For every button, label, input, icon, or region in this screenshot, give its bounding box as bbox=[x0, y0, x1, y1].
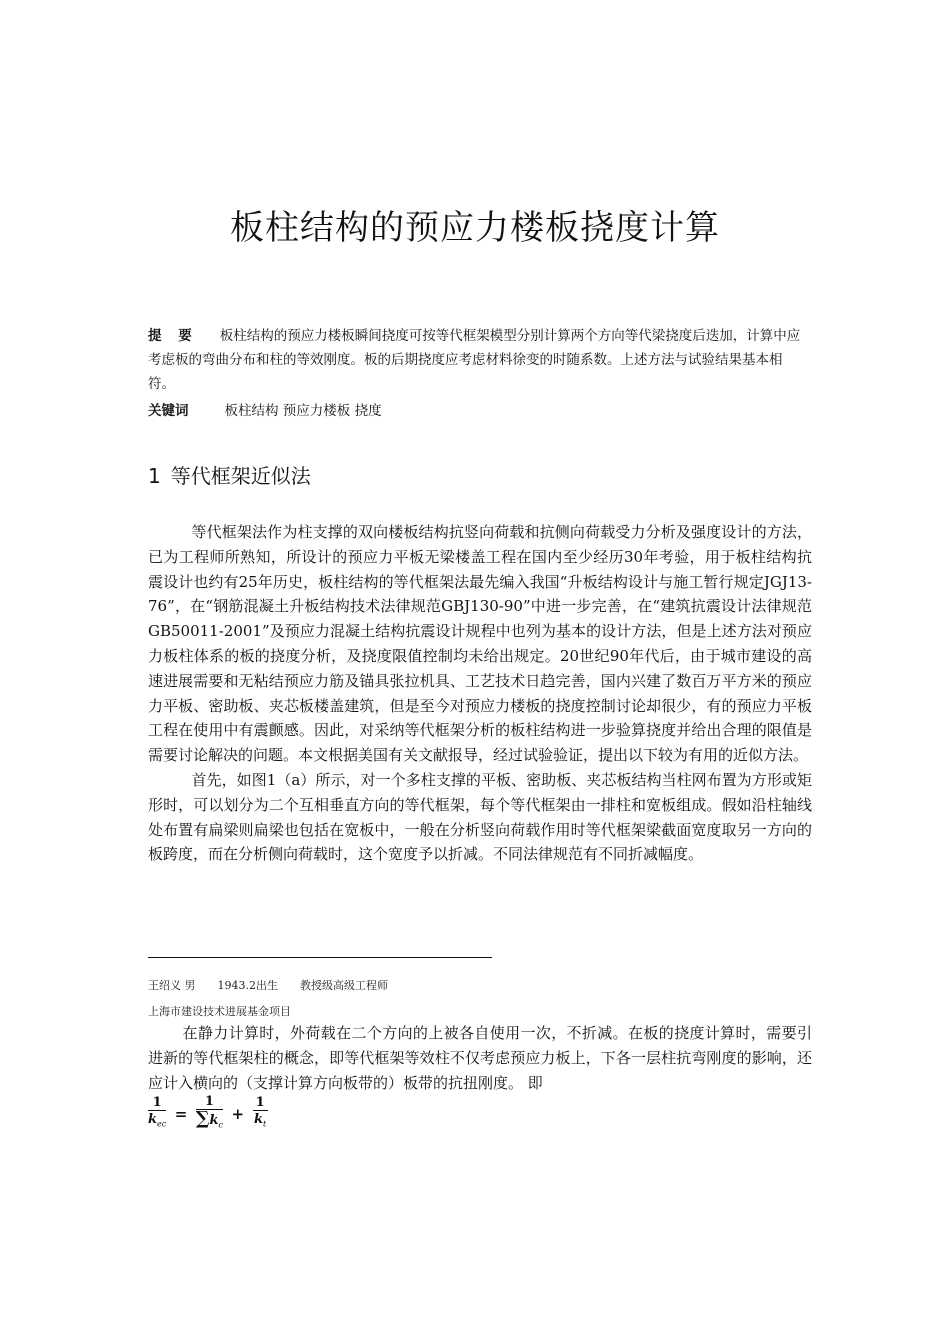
denominator bbox=[196, 1110, 223, 1134]
symbol-k: k bbox=[253, 1112, 263, 1127]
body-text-continued bbox=[148, 1021, 812, 1095]
subscript-ec: ec bbox=[157, 1119, 167, 1129]
paragraph: 等代框架法作为柱支撑的双向楼板结构抗竖向荷载和抗侧向荷载受力分析及强度设计的方法，已为工程师所熟知，所设计的预应力平板无梁楼盖工程在国内至少经历30年考验，用于板柱结构抗震设计也约有25年历史，板柱结构的等代框架法最先编入我国“升板结构设计与施工暂行规定JGJ13-76”，在“钢筋混凝土升板结构技术法律规范GBJ130-90”中进一步完善，在“建筑抗震设计法律规范GB50011-2001”及预应力混凝土结构抗震设计规程中也列为基本的设计方法，但是上述方法对预应力板柱体系的板的挠度分析，及挠度限值控制均未给出规定。20世纪90年代后，由于城市建设的高速进展需要和无粘结预应力筋及锚具张拉机具、工艺技术日趋完善，国内兴建了数百万平方米的预应力平板、密助板、夹芯板楼盖建筑，但是至今对预应力楼板的挠度控制讨论却很少，有的预应力平板工程在使用中有震颤感。因此，对采纳等代框架分析的板柱结构进一步验算挠度并给出合理的限值是需要讨论解决的问题。本文根据美国有关文献报导，经过试验验证，提出以下较为有用的近似方法。 bbox=[148, 523, 812, 765]
footnote-author-name: 王绍义 男 bbox=[148, 979, 196, 992]
denominator bbox=[253, 1111, 268, 1133]
numerator: 1 bbox=[148, 1095, 166, 1111]
numerator: 1 bbox=[196, 1094, 223, 1110]
stiffness-formula bbox=[148, 1094, 268, 1134]
symbol-k: k bbox=[209, 1113, 219, 1128]
abstract-text: 板柱结构的预应力楼板瞬间挠度可按等代框架模型分别计算两个方向等代梁挠度后迭加，计算中应考虑板的弯曲分布和柱的等效刚度。板的后期挠度应考虑材料徐变的时随系数。上述方法与试验结果基本相符。 bbox=[148, 328, 801, 392]
keywords-label: 关键词 bbox=[148, 403, 189, 419]
sum-symbol: ∑ bbox=[195, 1108, 210, 1129]
paragraph: 首先，如图1（a）所示，对一个多柱支撑的平板、密助板、夹芯板结构当柱网布置为方形或矩形时，可以划分为二个互相垂直方向的等代框架，每个等代框架由一排柱和宽板组成。假如沿柱轴线处布置有扁梁则扁梁也包括在宽板中，一般在分析竖向荷载作用时等代框架梁截面宽度取另一方向的板跨度，而在分析侧向荷载时，这个宽度予以折减。不同法律规范有不同折减幅度。 bbox=[148, 770, 812, 864]
footnote-divider bbox=[148, 957, 492, 958]
fraction-kec bbox=[148, 1095, 166, 1133]
paper-title: 板柱结构的预应力楼板挠度计算 bbox=[230, 208, 720, 248]
keywords bbox=[148, 399, 808, 423]
plus-sign: + bbox=[231, 1104, 245, 1123]
footnote-author bbox=[148, 977, 410, 993]
section-number: 1 bbox=[148, 464, 161, 488]
subscript-t: t bbox=[263, 1119, 267, 1129]
section-heading bbox=[148, 460, 311, 489]
keywords-text: 板柱结构 预应力楼板 挠度 bbox=[224, 403, 382, 419]
abstract-label: 提 要 bbox=[148, 328, 198, 344]
footnote-born: 1943.2出生 bbox=[217, 979, 278, 992]
paragraph: 在静力计算时，外荷载在二个方向的上被各自使用一次，不折减。在板的挠度计算时，需要引进新的等代框架柱的概念，即等代框架等效柱不仅考虑预应力板上，下各一层柱抗弯刚度的影响，还应计入横向的（支撑计算方向板带的）板带的抗扭刚度。 即 bbox=[148, 1024, 812, 1092]
numerator: 1 bbox=[253, 1095, 268, 1111]
body-text bbox=[148, 520, 812, 867]
equals-sign: = bbox=[174, 1104, 188, 1123]
denominator bbox=[148, 1111, 166, 1133]
subscript-c: c bbox=[218, 1120, 223, 1130]
footnote-fund: 上海市建设技术进展基金项目 bbox=[148, 1005, 291, 1018]
symbol-k: k bbox=[148, 1112, 158, 1127]
abstract bbox=[148, 324, 808, 396]
fraction-kt bbox=[253, 1095, 268, 1133]
footnote-position: 教授级高级工程师 bbox=[300, 979, 388, 992]
fraction-sum-kc bbox=[196, 1094, 223, 1134]
section-title: 等代框架近似法 bbox=[170, 464, 311, 488]
